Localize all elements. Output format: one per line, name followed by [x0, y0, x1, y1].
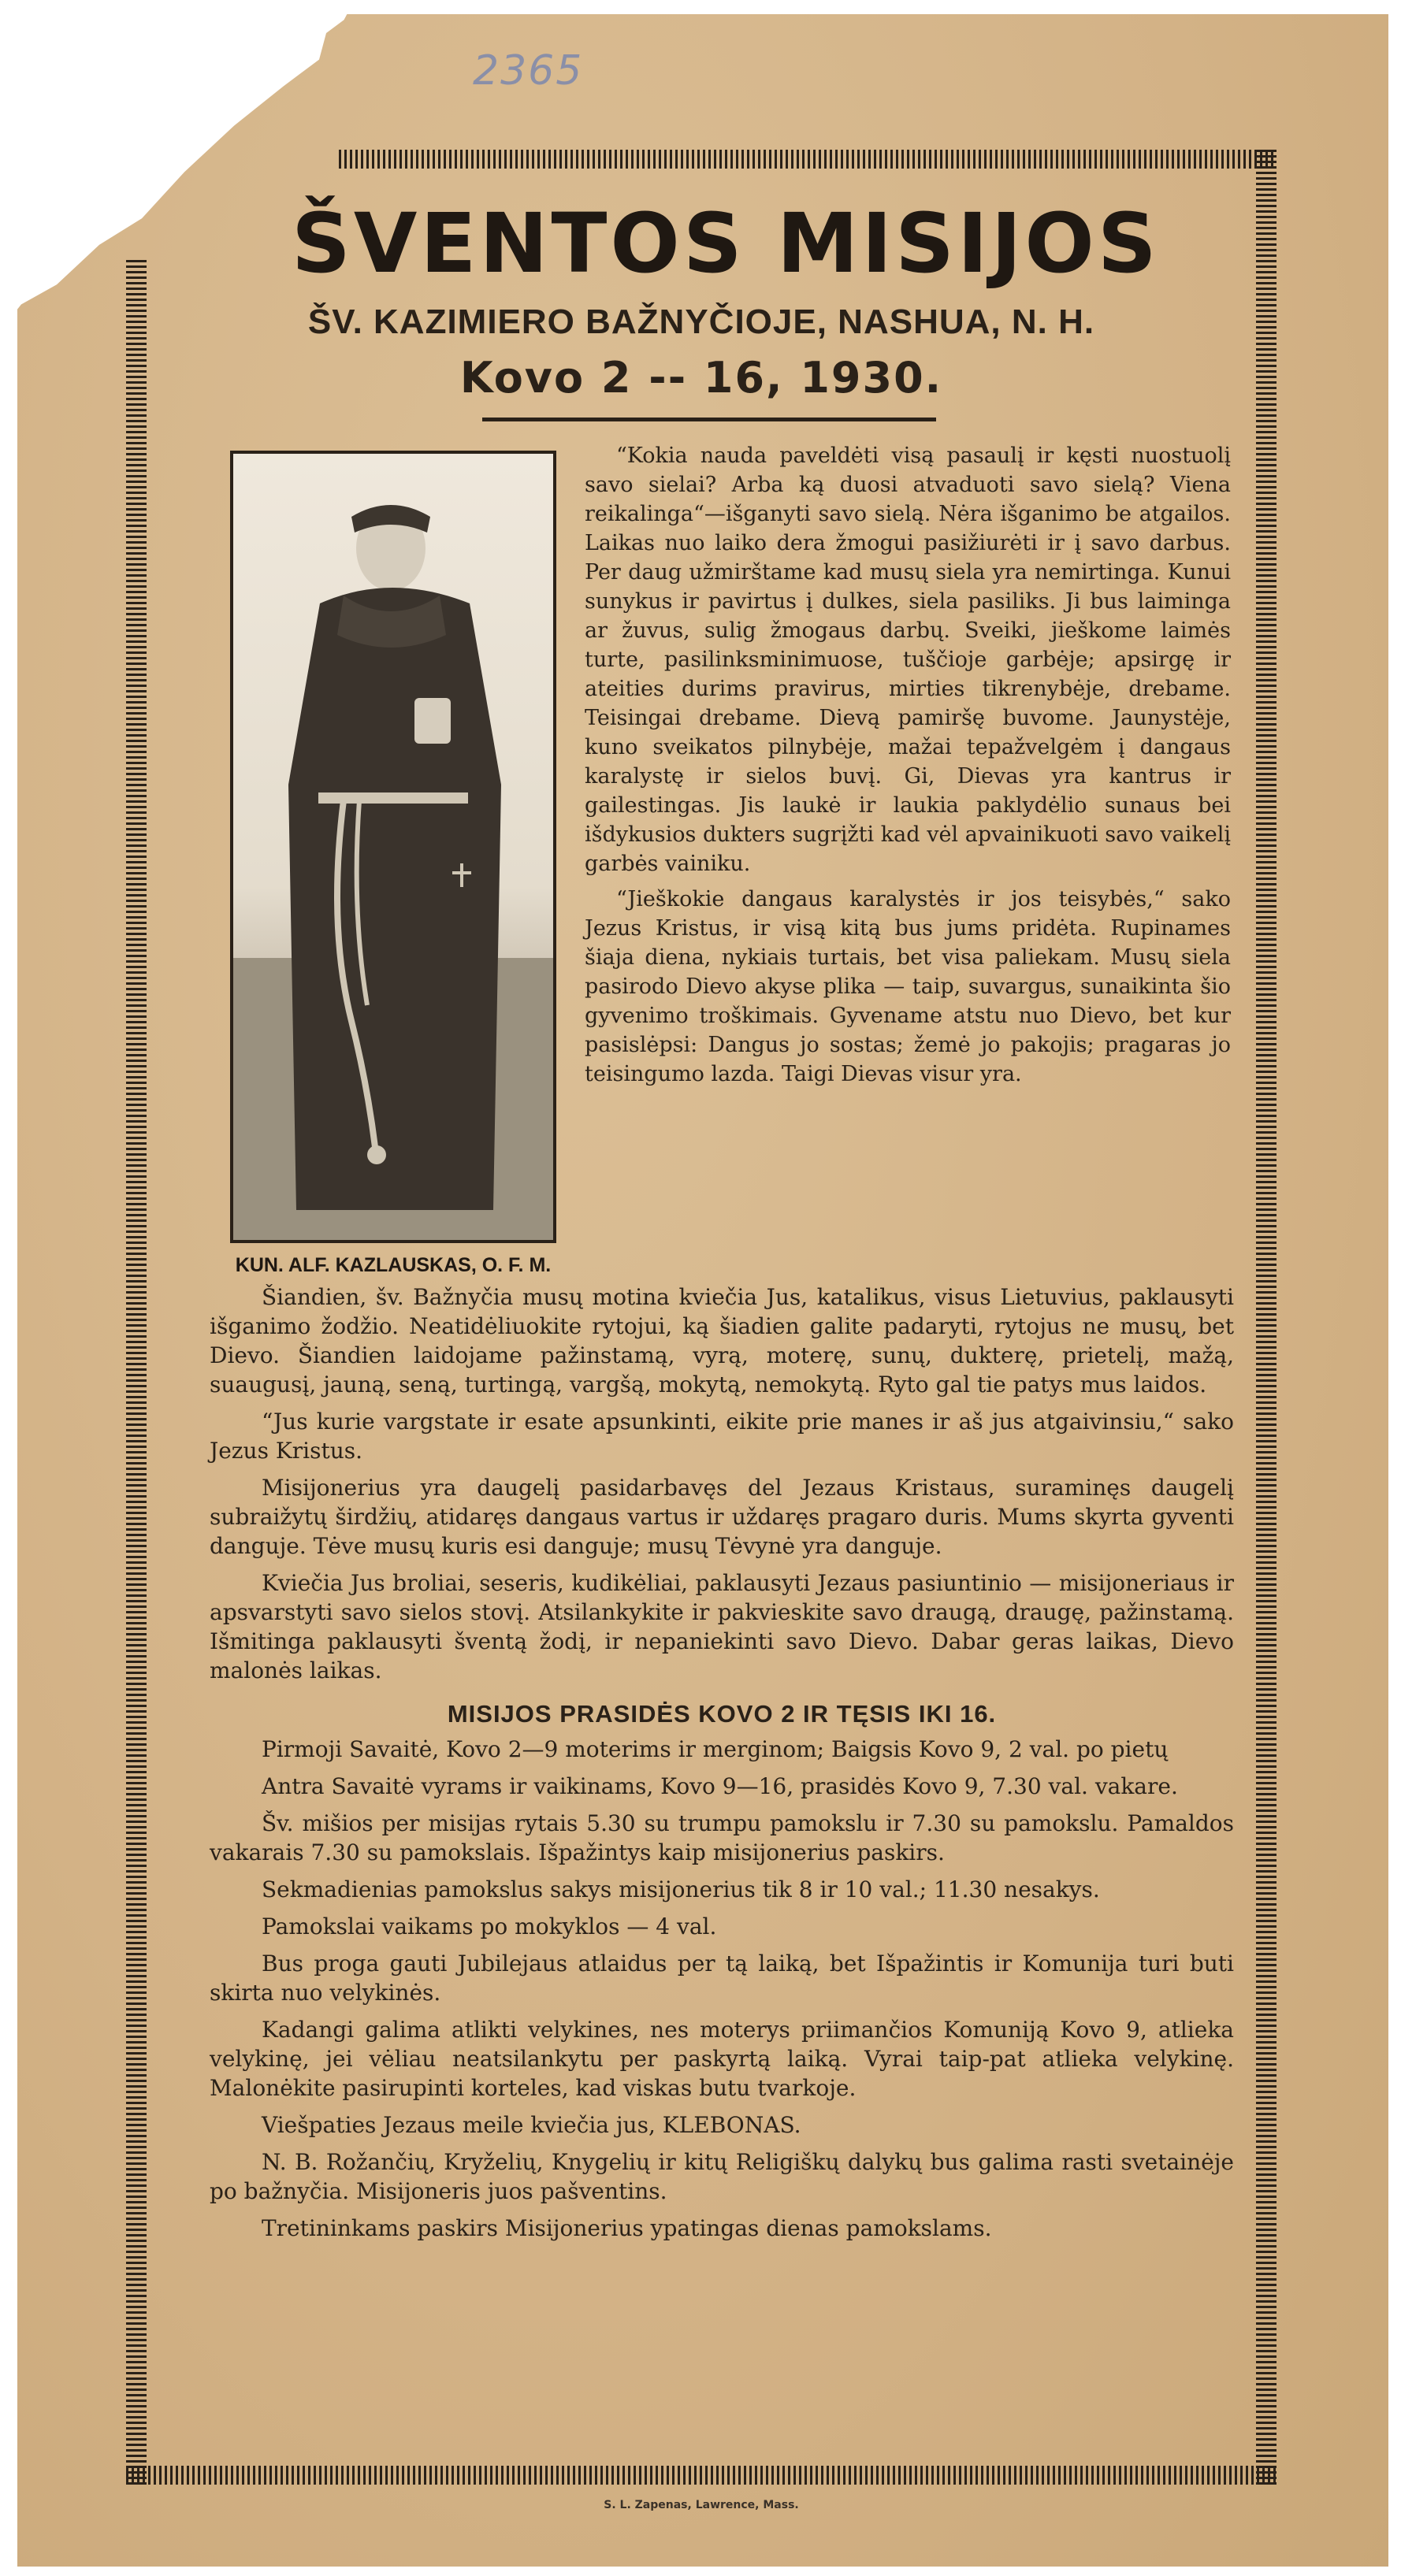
intro-paragraph: “Jieškokie dangaus karalystės ir jos teisybės,“ sako Jezus Kristus, ir visą kitą bus jums pridėta. Rupinames šiaja diena, nykiais turtais, bet visa paliekam. Musų siela pasirodo Dievo akyse plika — taip, suvargus, sunaikinta šio gyvenimo troškimais. Gyvename atstu nuo Dievo, bet kur pasislėpsi: Dangus jo sostas; žemė jo pakojis; pragaras jo teisingumo lazda. Taigi Dievas visur yra. [585, 887, 1231, 1086]
schedule-item: Kadangi galima atlikti velykines, nes moterys priimančios Komuniją Kovo 9, atlieka velykinę, jei vėliau neatsilankytu per paskyrtą laiką. Vyrai taip-pat atlieka velykinę. Malonėkite pasirupinti korteles, kad viskas butu tvarkoje. [210, 2017, 1234, 2101]
schedule-item: Bus proga gauti Jubilejaus atlaidus per tą laiką, bet Išpažintis ir Komunija turi buti skirta nuo velykinės. [210, 1951, 1234, 2006]
border-right [1256, 150, 1277, 2485]
schedule-item: Pamokslai vaikams po mokyklos — 4 val. [262, 1913, 717, 1939]
schedule-item: Sekmadienias pamokslus sakys misijonerius tik 8 ir 10 val.; 11.30 nesakys. [262, 1876, 1100, 1902]
body-paragraph: Misijonerius yra daugelį pasidarbavęs del Jezaus Kristaus, suraminęs daugelį subraižytų širdžių, atidaręs dangaus vartus ir uždaręs pragaro duris. Mums skyrta gyventi danguje. Tėve musų kuris esi danguje; musų Tėvynė yra danguje. [210, 1475, 1234, 1559]
schedule-heading: MISIJOS PRASIDĖS KOVO 2 IR TĘSIS IKI 16. [447, 1700, 997, 1728]
priest-photo [230, 451, 556, 1243]
schedule-item: Šv. mišios per misijas rytais 5.30 su trumpu pamokslu ir 7.30 su pamokslu. Pamaldos vakarais 7.30 su pamokslais. Išpažintys kaip misijonerius paskirs. [210, 1810, 1234, 1865]
archive-number: 2365 [473, 47, 584, 95]
intro-column [585, 441, 1231, 1095]
photo-caption: KUN. ALF. KAZLAUSKAS, O. F. M. [235, 1254, 552, 1276]
priest-figure-icon [233, 454, 553, 1240]
title-rule [482, 418, 936, 421]
border-left [126, 260, 147, 2485]
body-paragraph: “Jus kurie vargstate ir esate apsunkinti, eikite prie manes ir aš jus atgaivinsiu,“ sako Jezus Kristus. [210, 1409, 1234, 1464]
schedule-item: Antra Savaitė vyrams ir vaikinams, Kovo 9—16, prasidės Kovo 9, 7.30 val. vakare. [262, 1773, 1178, 1799]
body-paragraph: Kviečia Jus broliai, seseris, kudikėliai, paklausyti Jezaus pasiuntinio — misijoneriaus ir apsvarstyti savo sielos stovį. Atsilankykite ir pakvieskite savo draugą, draugę, pažinstamą. Išmitinga paklausyti šventą žodį, ir nepaniekinti savo Dievo. Dabar geras laikas, Dievo malonės laikas. [210, 1570, 1234, 1683]
body-paragraph: Šiandien, šv. Bažnyčia musų motina kviečia Jus, katalikus, visus Lietuvius, paklausyti išganimo žodžio. Neatidėliuokite rytojui, ką šiadien galite padaryti, rytojus ne musų, bet Dievo. Šiandien laidojame pažinstamą, vyrą, moterę, sunų, dukterę, prietelį, mažą, suaugusį, jauną, seną, turtingą, vargšą, mokytą, nemokytą. Ryto gal tie patys mus laidos. [210, 1284, 1234, 1397]
poster-dates: Kovo 2 -- 16, 1930. [459, 353, 943, 403]
border-bottom [126, 2466, 1277, 2485]
schedule-item: Pirmoji Savaitė, Kovo 2—9 moterims ir merginom; Baigsis Kovo 9, 2 val. po pietų [262, 1736, 1169, 1762]
schedule-item: Tretininkams paskirs Misijonerius ypatingas dienas pamokslams. [262, 2215, 992, 2241]
schedule-item: Viešpaties Jezaus meile kviečia jus, KLEBONAS. [262, 2112, 801, 2138]
poster-subtitle: ŠV. KAZIMIERO BAŽNYČIOJE, NASHUA, N. H. [307, 303, 1095, 341]
poster-title: ŠVENTOS MISIJOS [292, 195, 1160, 291]
border-top [339, 150, 1277, 169]
printer-credit: S. L. Zapenas, Lawrence, Mass. [604, 2499, 799, 2511]
main-text [210, 1282, 1234, 2251]
schedule-item: N. B. Rožančių, Kryželių, Knygelių ir kitų Religiškų dalykų bus galima rasti svetainėje po bažnyčia. Misijoneris juos pašventins. [210, 2149, 1234, 2204]
intro-paragraph: “Kokia nauda paveldėti visą pasaulį ir kęsti nuostuolį savo sielai? Arba ką duosi atvaduoti savo sielą? Viena reikalinga“—išganyti savo sielą. Nėra išganimo be atgailos. Laikas nuo laiko dera žmogui pasižiurėti ir į savo darbus. Per daug užmirštame kad musų siela yra nemirtinga. Kunui sunykus ir pavirtus į dulkes, siela pasiliks. Ji bus laiminga ar žuvus, sulig žmogaus darbų. Sveiki, jieškome laimės turte, pasilinksminimuose, tuščioje garbėje; apsirgę ir ateities durims pravirus, mirties tikrenybėje, drebame. Teisingai drebame. Dievą pamiršę buvome. Jaunystėje, kuno sveikatos pilnybėje, mažai tepažvelgėm į dangaus karalystę ir sielos buvį. Gi, Dievas yra kantrus ir gailestingas. Jis laukė ir laukia paklydėlio sunaus bei išdykusios dukters sugrįžti kad vėl apvainikuoti savo vaikelį garbės vainiku. [585, 444, 1231, 876]
